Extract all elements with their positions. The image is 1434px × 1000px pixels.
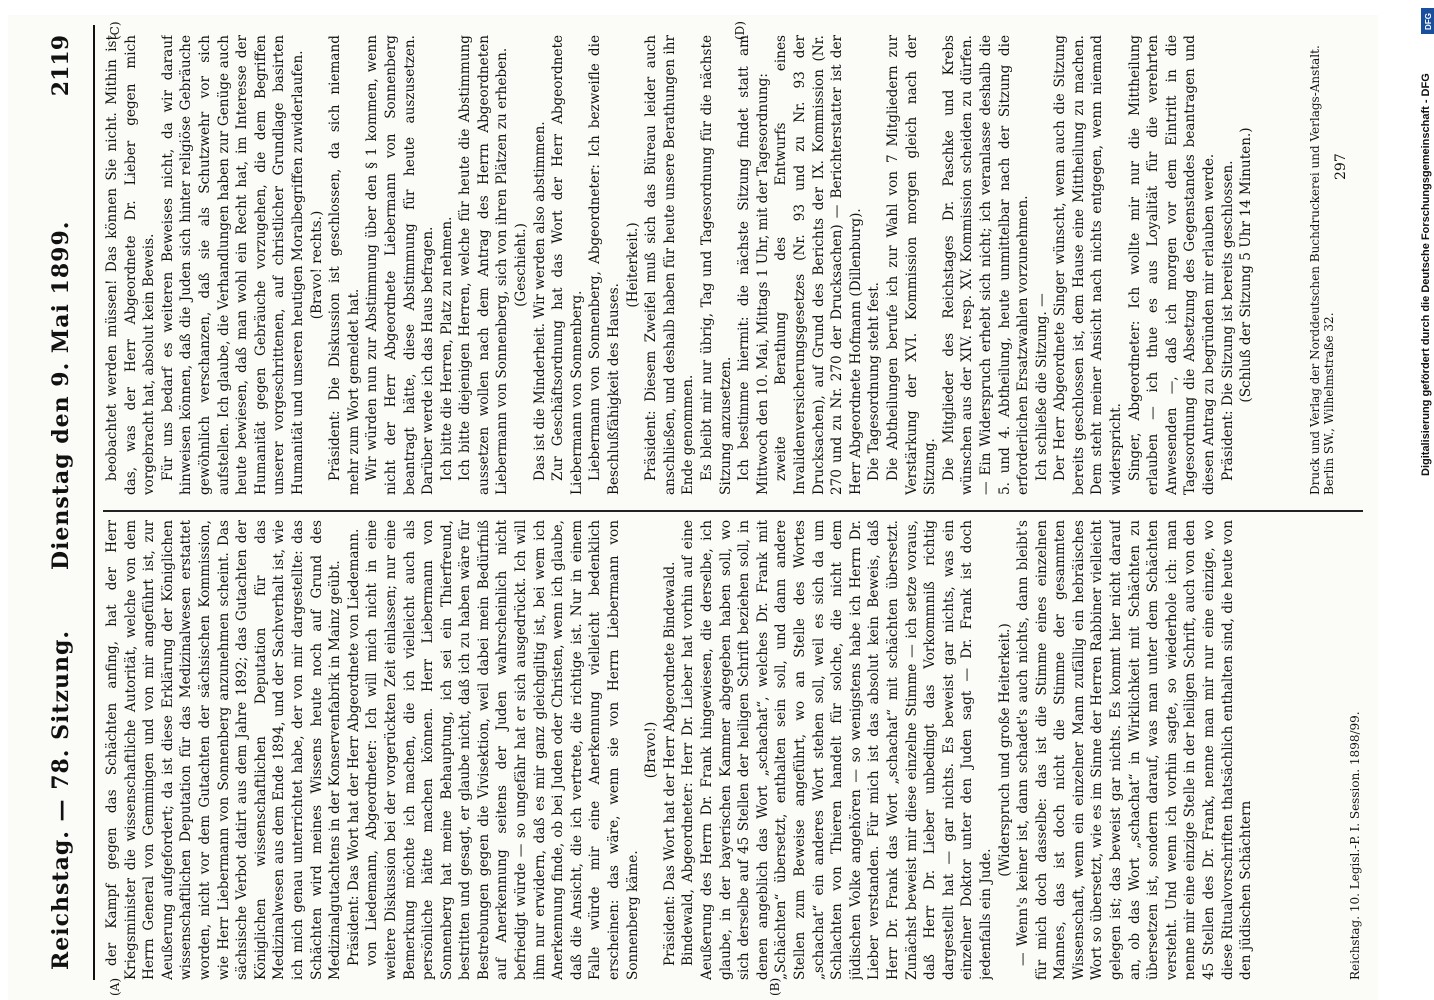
marker-d: (D) [733,21,747,40]
left-column [103,520,1343,980]
right-column [103,35,1343,495]
paragraph: Bindewald, Abgeordneter: Herr Dr. Lieber hat vorhin auf eine Aeußerung des Herrn Dr. Frank hingewiesen, die derselbe, ich glaube, in der bayerischen Kammer abgegeben haben soll, wo sich derselbe auf 45 Stellen der heiligen Schrift beziehen soll, in denen angeblich das Wort „schachat“, welches Dr. Frank mit „Schächten“ übersetzt, enthalten sein soll, und dann andere Stellen zum Beweise angeführt, wo an Stelle des Wortes „schachat“ ein anderes Wort stehen soll, weil es sich da um Schlachten von Thieren handelt für solche, die nicht dem jüdischen Volke angehören — so wenigstens habe ich Herrn Dr. Lieber verstanden. Für mich ist das absolut kein Beweis, daß Herr Dr. Frank das Wort „schachat“ mit schächten übersetzt. Zunächst beweist mir diese einzelne Stimme — ich setze voraus, daß Herr Dr. Lieber unbedingt das Vorkommniß richtig dargestellt hat — gar nichts. Es beweist gar nichts, was ein einzelner Doktor unter den Juden sagt — Dr. Frank ist doch jedenfalls ein Jude. [680,520,994,980]
digitization-credit-text: Digitalisierung gefördert durch die Deutsche Forschungsgemeinschaft - DFG [1420,73,1432,476]
paragraph: Das ist die Minderheit. Wir werden also abstimmen. [531,121,548,481]
document-page [8,15,1378,1000]
marker-c: (C) [108,21,122,40]
paragraph: Liebermann von Sonnenberg, Abgeordneter: Ich bezweifle die Beschlußfähigkeit des Hauses. [587,35,623,495]
paragraph: beobachtet werden müssen! Das können Sie nicht. Mithin ist das, was der Herr Abgeordnete Dr. Lieber gegen mich vorgebracht hat, absolut kein Beweis. [104,35,158,495]
dfg-logo-text: DFG [1423,12,1433,30]
digitization-credit [1418,6,1434,994]
footer-session: Reichstag. 10. Legisl.-P. I. Session. 1898/99. [1348,711,1362,980]
sheet-number: 297 [1333,153,1349,180]
header-left: Reichstag. — 78. Sitzung. [48,629,74,970]
marker-b: (B) [768,977,782,996]
paragraph: Zur Geschäftsordnung hat das Wort der Herr Abgeordnete Liebermann von Sonnenberg. [550,35,585,495]
page-header [8,15,103,1000]
paragraph: zweite Berathung des Entwurfs eines Invalidenversicherungsgesetzes (Nr. 93 und zu Nr. 93 der Drucksachen), auf Grund des Berichts der IX. Kommission (Nr. 270 und zu Nr. 270 der Drucksachen) — Berichterstatter ist der Herr Abgeordnete Hofmann (Dillenburg). [773,35,864,495]
paragraph: (Widerspruch und große Heiterkeit.) [996,623,1013,877]
paragraph: Präsident: Das Wort hat der Herr Abgeordnete von Liedemann. [345,528,362,966]
column-divider [103,510,1363,512]
paragraph: (Geschieht.) [513,223,530,307]
page-number: 2119 [48,35,74,97]
header-date: Dienstag den 9. Mai 1899. [48,220,74,570]
header-rule [93,25,95,980]
paragraph: der Kampf gegen das Schächten anfing, hat der Herr Kriegsminister die wissenschaftliche Autorität, welche von dem Herrn General von Gemmingen und von mir angeführt ist, zur Aeußerung aufgefordert; da ist diese Erklärung der Königlichen wissenschaftlichen Deputation für das Medizinalwesen erstattet worden, nicht vor dem Gutachten der sächsischen Kommission, wie Herr Liebermann von Sonnenberg anzunehmen scheint. Das sächsische Verbot datirt aus dem Jahre 1892; das Gutachten der Königlichen wissenschaftlichen Deputation für das Medizinalwesen aus dem Ende 1894, und der Sachverhalt ist, wie ich mich genau unterrichtet habe, der von mir dargestellte: das Schächten wird meines Wissens heute noch auf Grund des Medizinalgutachtens in der Konservenfabrik in Mainz geübt. [104,520,344,980]
paragraph: Es bleibt mir nur übrig, Tag und Tagesordnung für die nächste Sitzung anzusetzen. [699,35,734,495]
paragraph: Präsident: Die Sitzung ist bereits geschlossen. [1219,160,1236,481]
paragraph: Ich schließe die Sitzung. — [1033,293,1050,481]
paragraph: Der Herr Abgeordnete Singer wünscht, wenn auch die Sitzung bereits geschlossen ist, dem Hause eine Mittheilung zu machen. Dem steht meiner Ansicht nach nichts entgegen, wenn niemand widerspricht. [1052,35,1125,495]
paragraph: Präsident: Das Wort hat der Herr Abgeordnete Bindewald. [661,561,678,966]
paragraph: (Bravo! rechts.) [308,210,325,320]
paragraph: Die Tagesordnung steht fest. [866,282,883,481]
paragraph: Präsident: Diesem Zweifel muß sich das Büreau leider auch anschließen, und deshalb haben für heute unsere Berathungen ihr Ende genommen. [643,35,697,495]
paragraph: Die Abtheilungen berufe ich zur Wahl von 7 Mitgliedern zur Verstärkung der XVI. Kommission morgen gleich nach der Sitzung. [884,35,939,495]
paragraph: (Heiterkeit.) [624,222,641,308]
paragraph: Für uns bedarf es weiteren Beweises nicht, da wir darauf hinweisen können, daß die Juden sich hinter religiöse Gebräuche gewöhnlich verschanzen, daß sie als Schutzwehr vor sich aufstellen. Ich glaube, die Verhandlungen haben zur Genüge auch heute bewiesen, daß man wohl ein Recht hat, im Interesse der Humanität gegen Gebräuche vorzugehen, die dem Begriffen unserer vorgeschrittenen, auf christlicher Grundlage basirten Humanität und unseren heutigen Moralbegriffen zuwiderlaufen. [159,35,306,495]
paragraph: Präsident: Die Diskussion ist geschlossen, da sich niemand mehr zum Wort gemeldet hat. [327,35,362,495]
paragraph: Ich bitte die Herren, Platz zu nehmen. [438,216,455,481]
paragraph: (Schluß der Sitzung 5 Uhr 14 Minuten.) [1238,127,1255,403]
footer-printer: Druck und Verlag der Norddeutschen Buchdruckerei und Verlags-Anstalt. Berlin SW., Wilhelmstraße 32. [1308,45,1336,495]
paragraph: Ich bestimme hiermit: die nächste Sitzung findet statt am Mittwoch den 10. Mai, Mittags 1 Uhr, mit der Tagesordnung: [736,35,771,495]
paragraph: Ich bitte diejenigen Herren, welche für heute die Abstimmung aussetzen wollen nach dem Antrag des Herrn Abgeordneten Liebermann von Sonnenberg, sich von ihren Plätzen zu erheben. [457,35,511,495]
paragraph: (Bravo!) [643,721,660,779]
paragraph: Singer, Abgeordneter: Ich wollte mir nur die Mittheilung erlauben — ich thue es aus Loyalität für die verehrten Anwesenden —, daß ich morgen vor dem Eintritt in die Tagesordnung die Absetzung des Gegenstandes beantragen und diesen Antrag zu begründen mir erlauben werde. [1126,35,1218,495]
paragraph: Wir würden nun zur Abstimmung über den § 1 kommen, wenn nicht der Herr Abgeordnete Liebermann von Sonnenberg beantragt hätte, diese Abstimmung für heute auszusetzen. Darüber werde ich das Haus befragen. [364,35,437,495]
paragraph: Die Mitglieder des Reichstages Dr. Paschke und Krebs wünschen aus der XIV. resp. XV. Kommission scheiden zu dürfen. — Ein Widerspruch erhebt sich nicht; ich veranlasse deshalb die 5. und 4. Abtheilung, heute unmittelbar nach der Sitzung die erforderlichen Ersatzwahlen vorzunehmen. [940,35,1032,495]
paragraph: von Liedemann, Abgeordneter: Ich will mich nicht in eine weitere Diskussion bei der vorgerückten Zeit einlassen; nur eine Bemerkung möchte ich machen, die ich vielleicht auch als persönliche hätte machen können. Herr Liebermann von Sonnenberg hat meine Behauptung, ich sei ein Thierfreund, bestritten und gesagt, er glaube nicht, daß ich zu haben wäre für Bestrebungen gegen die Vivisektion, weil dabei mein Bedürfniß auf Anerkennung seitens der Juden wahrscheinlich nicht befriedigt würde — so ungefähr hat er sich ausgedrückt. Ich will ihm nur erwidern, daß es mir ganz gleichgiltig ist, bei wem ich Anerkennung finde, ob bei Juden oder Christen, wenn ich glaube, daß die Ansicht, die ich vertrete, die richtige ist. Nur in einem Falle würde mir eine Anerkennung vielleicht bedenklich erscheinen: das wäre, wenn sie von Herrn Liebermann von Sonnenberg käme. [364,520,641,980]
paragraph: — Wenn's keiner ist, dann schadet's auch nichts, dann bleibt's für mich doch dasselbe: das ist die Stimme eines einzelnen Mannes, das ist doch nicht die Stimme der gesammten Wissenschaft, wenn ein einzelner Mann zufällig ein hebräisches Wort so übersetzt, wie es im Sinne der Herren Rabbiner vielleicht gelegen ist; das beweist gar nichts. Es kommt hier nicht darauf an, ob das Wort „schachat“ in Wirklichkeit mit Schächten zu übersetzen ist, sondern darauf, was man unter dem Schächten versteht. Und wenn ich vorhin sagte, so wiederhole ich: man nenne mir eine einzige Stelle in der heiligen Schrift, auch von den 45 Stellen des Dr. Frank, nenne man mir nur eine einzige, wo diese Ritualvorschriften thatsächlich enthalten sind, die heute von den jüdischen Schächtern [1015,520,1255,980]
marker-a: (A) [108,977,122,996]
